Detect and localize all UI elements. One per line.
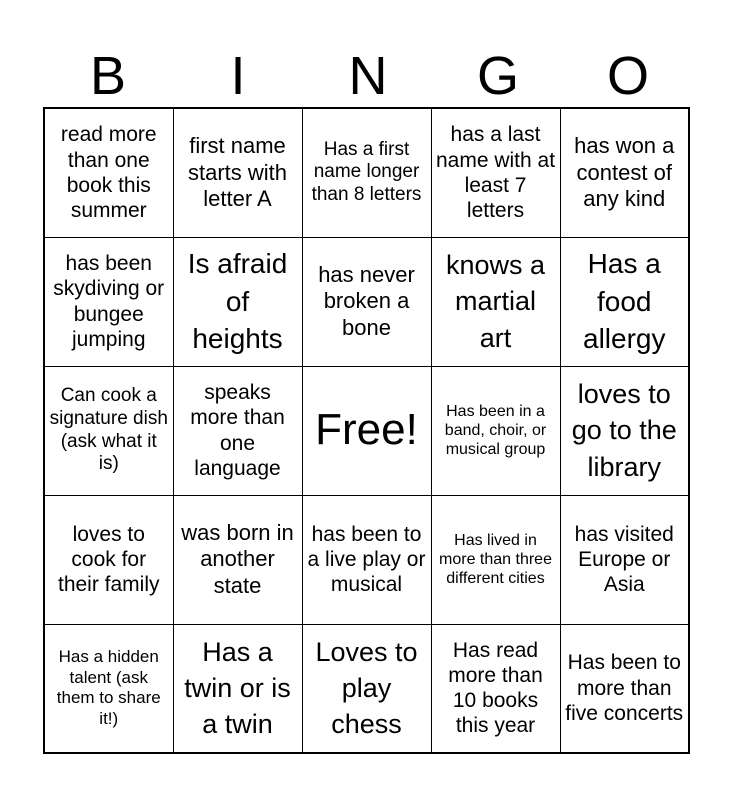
bingo-cell [173, 624, 302, 753]
header-letter-i: I [230, 46, 246, 106]
grid-row [44, 108, 689, 237]
bingo-card-grid [43, 107, 690, 754]
cell-text: Loves to play chess [315, 636, 418, 740]
cell-text: Has a twin or is a twin [184, 636, 291, 740]
header-letter-b: B [89, 46, 127, 106]
cell-text: Has a hidden talent (ask them to share it!) [56, 647, 161, 728]
bingo-cell [44, 495, 173, 624]
bingo-cell [173, 366, 302, 495]
free-space-text: Free! [315, 405, 418, 455]
grid-row [44, 624, 689, 753]
bingo-cell [560, 366, 689, 495]
bingo-cell [173, 108, 302, 237]
bingo-cell [560, 108, 689, 237]
cell-text: Has been to more than five concerts [565, 651, 684, 725]
cell-text: has been skydiving or bungee jumping [53, 252, 165, 351]
cell-text: Has been in a band, choir, or musical group [444, 402, 547, 459]
header-letter-g: G [476, 46, 519, 106]
bingo-cell [44, 237, 173, 366]
bingo-cell [431, 624, 560, 753]
cell-text: Has a first name longer than 8 letters [311, 138, 422, 206]
bingo-cell [302, 237, 431, 366]
cell-text: knows a martial art [445, 249, 546, 353]
cell-text: has a last name with at least 7 letters [435, 123, 556, 222]
bingo-cell [302, 108, 431, 237]
bingo-cell [560, 237, 689, 366]
bingo-cell [44, 366, 173, 495]
bingo-cell [431, 495, 560, 624]
bingo-cell [431, 237, 560, 366]
header-letter-o: O [606, 46, 649, 106]
bingo-cell [302, 495, 431, 624]
cell-text: has won a contest of any kind [574, 133, 675, 211]
cell-text: Is afraid of heights [187, 247, 288, 355]
bingo-cell [560, 624, 689, 753]
cell-text: Can cook a signature dish (ask what it is) [49, 384, 168, 475]
cell-text: has visited Europe or Asia [574, 522, 674, 597]
cell-text: loves to go to the library [571, 378, 677, 482]
bingo-cell [173, 495, 302, 624]
cell-text: Has read more than 10 books this year [448, 638, 543, 738]
cell-text: has been to a live play or musical [307, 522, 426, 597]
bingo-cell [44, 624, 173, 753]
header-letter-n: N [348, 46, 388, 106]
cell-text: speaks more than one language [190, 381, 285, 480]
bingo-cell [560, 495, 689, 624]
bingo-cell [302, 624, 431, 753]
bingo-cell [431, 366, 560, 495]
bingo-cell [431, 108, 560, 237]
cell-text: Has a food allergy [583, 247, 666, 355]
bingo-header [43, 44, 693, 108]
bingo-cell [173, 237, 302, 366]
bingo-cell [44, 108, 173, 237]
cell-text: loves to cook for their family [57, 522, 160, 597]
cell-text: first name starts with letter A [187, 133, 288, 211]
grid-row [44, 366, 689, 495]
free-space-cell [302, 366, 431, 495]
grid-row [44, 495, 689, 624]
cell-text: has never broken a bone [318, 261, 415, 340]
cell-text: read more than one book this summer [60, 123, 157, 222]
grid-row [44, 237, 689, 366]
cell-text: was born in another state [181, 519, 294, 598]
cell-text: Has lived in more than three different cities [439, 531, 552, 588]
